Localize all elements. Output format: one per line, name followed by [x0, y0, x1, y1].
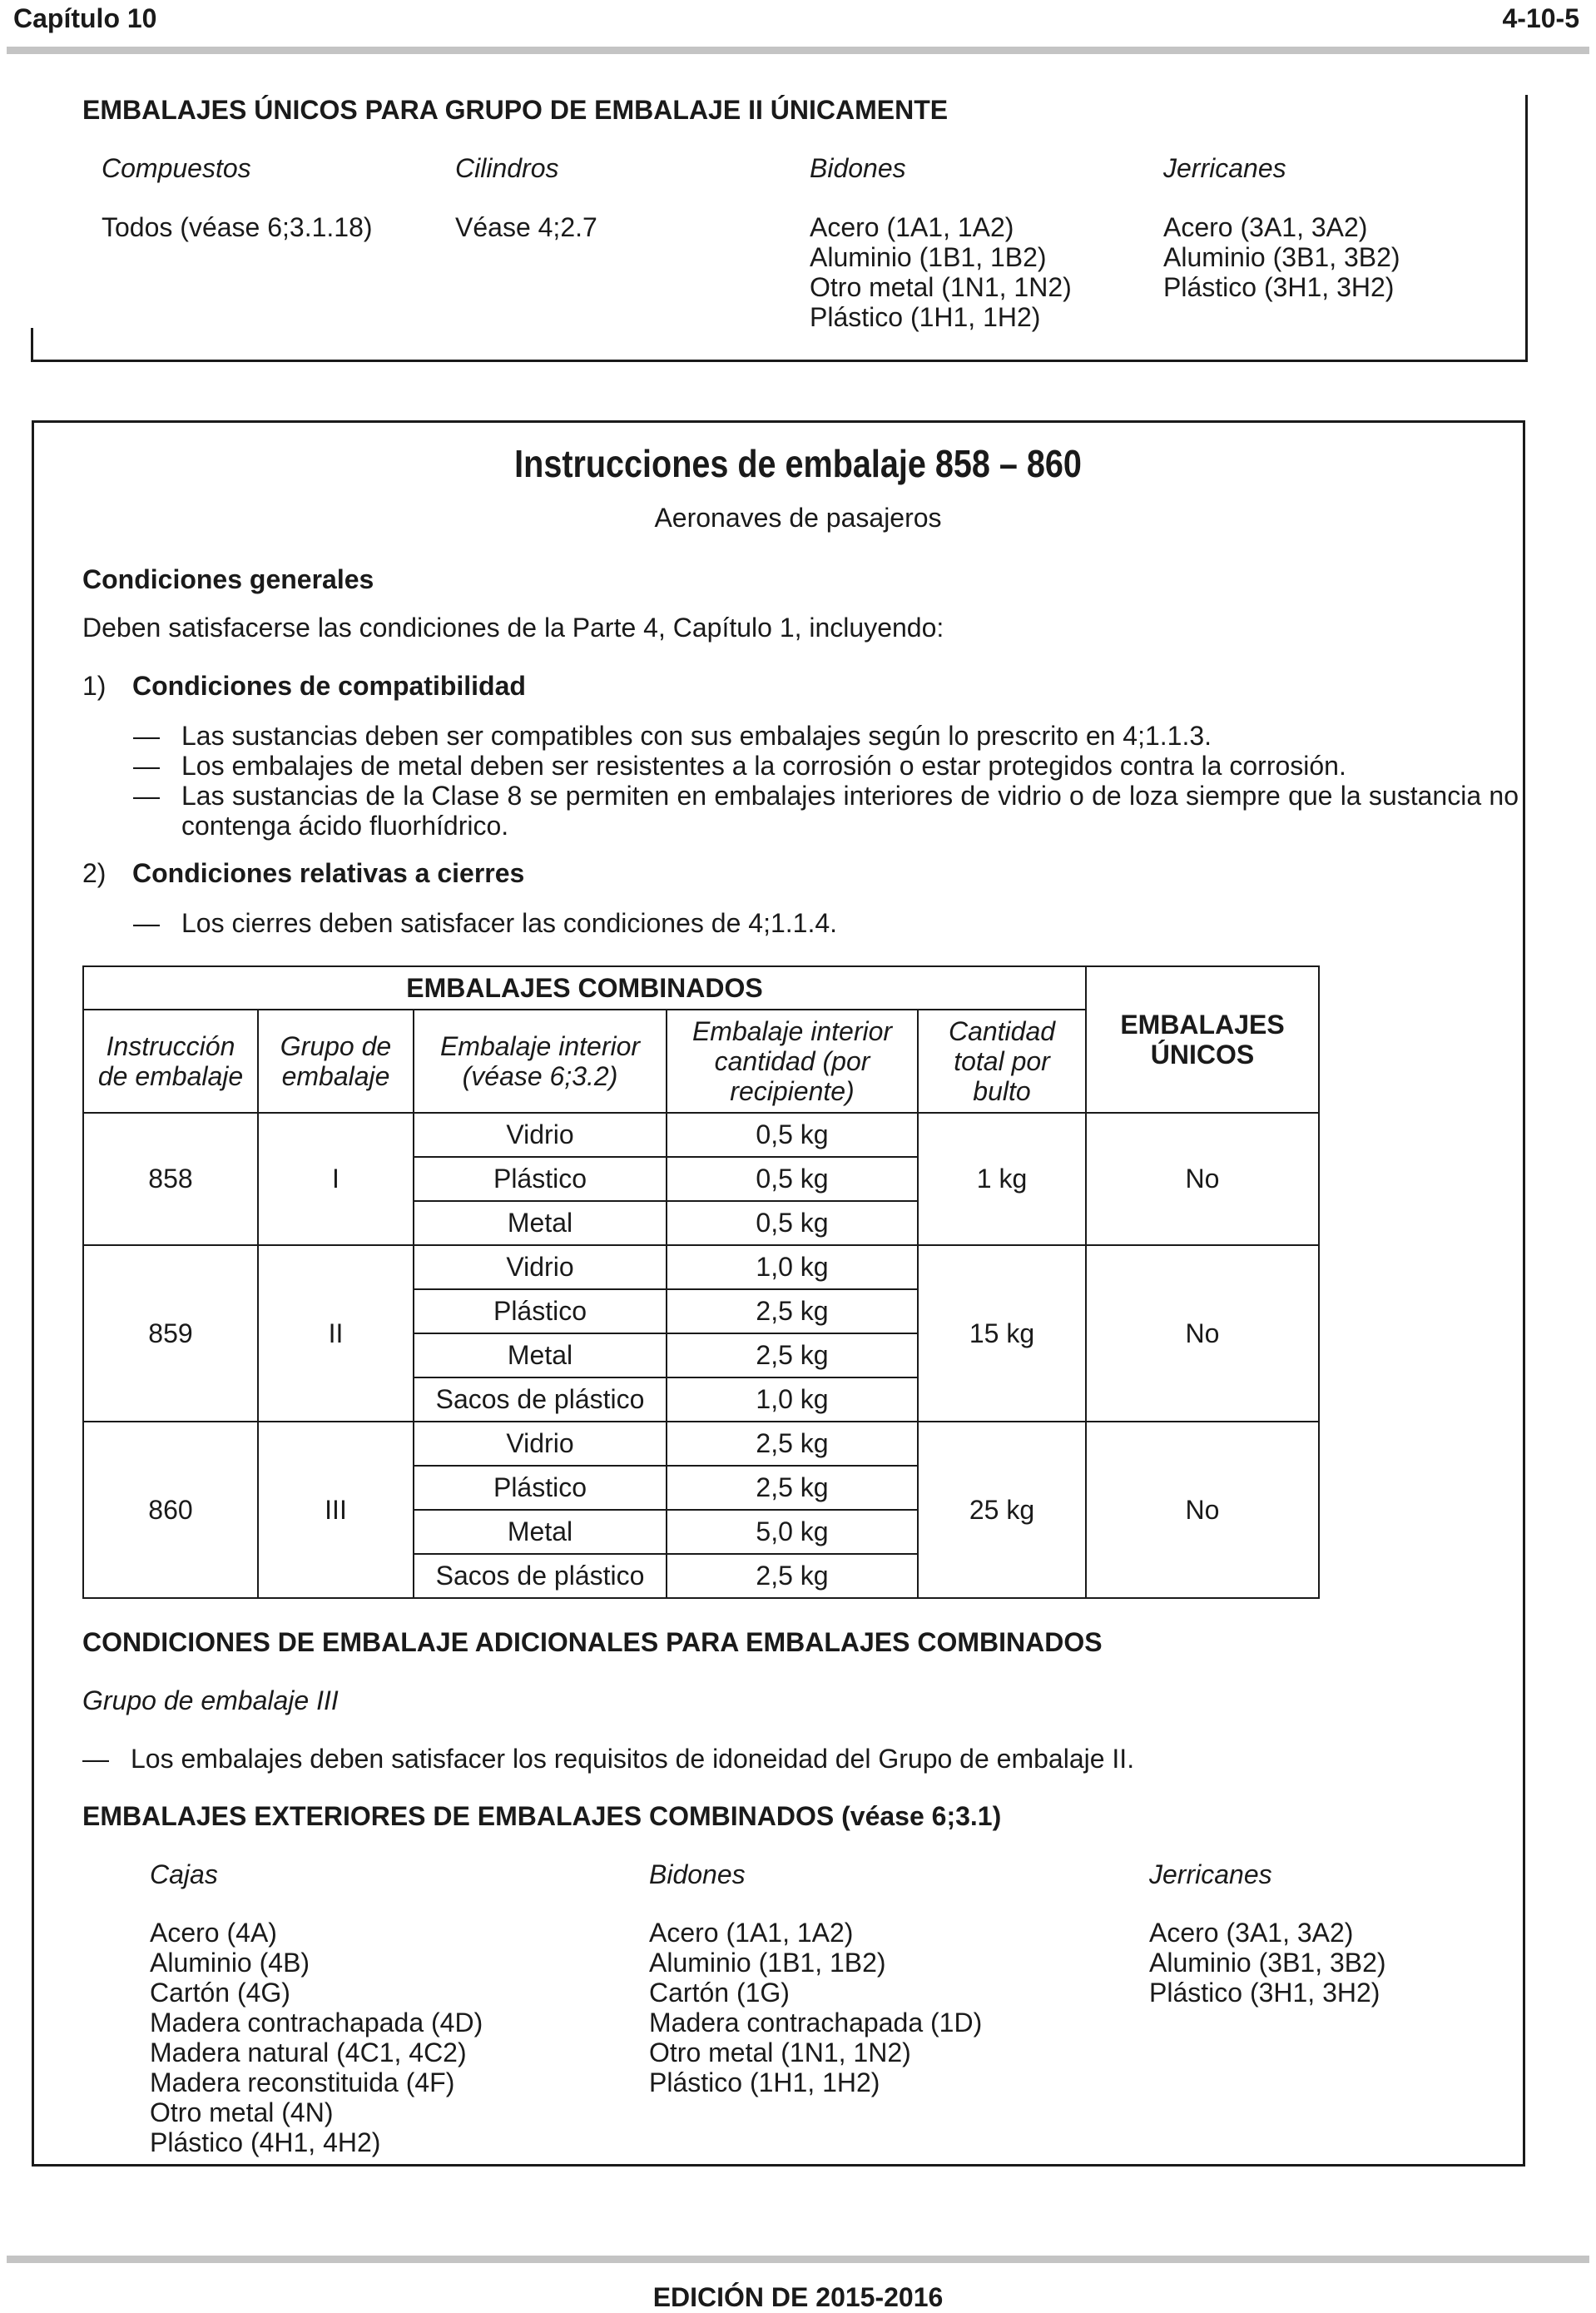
col-header-text: Cantidad total por bulto	[948, 1016, 1056, 1106]
jerricanes-outer-list	[1149, 1918, 1386, 2008]
inner-cell: Metal	[414, 1201, 667, 1245]
col-header-text: Embalaje interior (véase 6;3.2)	[439, 1031, 641, 1091]
section-number: 2)	[82, 858, 107, 888]
col-header-group	[258, 1010, 414, 1113]
edition-label: EDICIÓN DE 2015-2016	[652, 2282, 944, 2312]
header-rule	[7, 47, 1589, 54]
inner-cell: Metal	[414, 1333, 667, 1377]
bidones-outer-item: Otro metal (1N1, 1N2)	[649, 2038, 911, 2067]
inner-cell: Vidrio	[414, 1113, 667, 1157]
col-header-text: Grupo de embalaje	[280, 1031, 392, 1091]
jerricanes-outer-item: Acero (3A1, 3A2)	[1149, 1918, 1354, 1948]
cilindros-item: Véase 4;2.7	[455, 212, 597, 242]
inner-cell: Sacos de plástico	[414, 1554, 667, 1598]
table-row	[83, 1245, 1319, 1289]
col-title-bidones-outer: Bidones	[649, 1859, 746, 1889]
single-packagings-label: EMBALAJES ÚNICOS	[1120, 1010, 1285, 1070]
col-header-text: Embalaje interior cantidad (por recipiente)	[691, 1016, 893, 1106]
bidones-outer-item: Acero (1A1, 1A2)	[649, 1918, 854, 1948]
qty-cell: 5,0 kg	[667, 1510, 918, 1554]
single-cell: No	[1086, 1245, 1319, 1422]
qty-cell: 2,5 kg	[667, 1333, 918, 1377]
jerricanes-item: Acero (3A1, 3A2)	[1163, 212, 1368, 242]
table-row	[83, 1422, 1319, 1466]
col-title-bidones: Bidones	[810, 153, 906, 183]
total-cell: 1 kg	[918, 1113, 1086, 1245]
bidones-outer-item: Madera contrachapada (1D)	[649, 2008, 983, 2038]
col-header-inner-qty	[667, 1010, 918, 1113]
instructions-subtitle: Aeronaves de pasajeros	[654, 503, 942, 533]
bullet-text: Los cierres deben satisfacer las condiciones de 4;1.1.4.	[181, 908, 838, 938]
combined-packagings-heading: EMBALAJES COMBINADOS	[83, 966, 1086, 1010]
col-header-instruction	[83, 1010, 258, 1113]
inner-cell: Plástico	[414, 1289, 667, 1333]
bullet-text: Los embalajes de metal deben ser resistentes a la corrosión o estar protegidos contra la corrosión.	[181, 751, 1346, 781]
cajas-item: Plástico (4H1, 4H2)	[150, 2127, 381, 2157]
bidones-item: Otro metal (1N1, 1N2)	[810, 272, 1072, 302]
inner-cell: Metal	[414, 1510, 667, 1554]
group-cell: I	[258, 1113, 414, 1245]
qty-cell: 2,5 kg	[667, 1554, 918, 1598]
inner-cell: Plástico	[414, 1157, 667, 1201]
additional-conditions-heading: CONDICIONES DE EMBALAJE ADICIONALES PARA EMBALAJES COMBINADOS	[82, 1627, 1103, 1657]
cajas-item: Acero (4A)	[150, 1918, 277, 1948]
qty-cell: 1,0 kg	[667, 1245, 918, 1289]
cajas-item: Aluminio (4B)	[150, 1948, 310, 1978]
bidones-outer-list	[649, 1918, 982, 2097]
col-header-text: Instrucción de embalaje	[97, 1031, 244, 1091]
general-conditions-text: Deben satisfacerse las condiciones de la Parte 4, Capítulo 1, incluyendo:	[82, 613, 944, 643]
bidones-item: Aluminio (1B1, 1B2)	[810, 242, 1047, 272]
col-header-total	[918, 1010, 1086, 1113]
single-packagings-heading: EMBALAJES ÚNICOS PARA GRUPO DE EMBALAJE II ÚNICAMENTE	[82, 95, 949, 125]
top-box-left-border	[31, 328, 33, 361]
top-box-bottom-border	[31, 360, 1528, 362]
bidones-outer-item: Aluminio (1B1, 1B2)	[649, 1948, 886, 1978]
table-row	[83, 1113, 1319, 1157]
general-conditions-heading: Condiciones generales	[82, 564, 374, 594]
qty-cell: 2,5 kg	[667, 1289, 918, 1333]
inner-cell: Sacos de plástico	[414, 1377, 667, 1422]
jerricanes-item: Plástico (3H1, 3H2)	[1163, 272, 1395, 302]
cajas-item: Madera contrachapada (4D)	[150, 2008, 483, 2038]
bullet-text: Los embalajes deben satisfacer los requisitos de idoneidad del Grupo de embalaje II.	[131, 1744, 1135, 1774]
inner-cell: Vidrio	[414, 1422, 667, 1466]
section-number: 1)	[82, 671, 107, 701]
single-packagings-col-header	[1086, 966, 1319, 1113]
instruction-cell: 859	[83, 1245, 258, 1422]
jerricanes-list	[1163, 212, 1400, 302]
bidones-outer-item: Plástico (1H1, 1H2)	[649, 2067, 880, 2097]
total-cell: 25 kg	[918, 1422, 1086, 1598]
section-heading-closures: Condiciones relativas a cierres	[132, 858, 525, 888]
qty-cell: 0,5 kg	[667, 1157, 918, 1201]
compuestos-item: Todos (véase 6;3.1.18)	[102, 212, 373, 242]
col-header-inner	[414, 1010, 667, 1113]
total-cell: 15 kg	[918, 1245, 1086, 1422]
qty-cell: 0,5 kg	[667, 1113, 918, 1157]
bidones-list	[810, 212, 1072, 332]
page-number: 4-10-5	[1502, 3, 1579, 33]
col-title-jerricanes: Jerricanes	[1163, 153, 1286, 183]
bidones-outer-item: Cartón (1G)	[649, 1978, 790, 2008]
instruction-cell: 860	[83, 1422, 258, 1598]
dash-icon: —	[133, 751, 160, 781]
qty-cell: 2,5 kg	[667, 1466, 918, 1510]
qty-cell: 1,0 kg	[667, 1377, 918, 1422]
qty-cell: 2,5 kg	[667, 1422, 918, 1466]
group-cell: III	[258, 1422, 414, 1598]
jerricanes-outer-item: Aluminio (3B1, 3B2)	[1149, 1948, 1386, 1978]
cajas-list	[150, 1918, 483, 2157]
dash-icon: —	[133, 908, 160, 938]
section-heading-compatibility: Condiciones de compatibilidad	[132, 671, 526, 701]
inner-cell: Vidrio	[414, 1245, 667, 1289]
instruction-cell: 858	[83, 1113, 258, 1245]
dash-icon: —	[133, 781, 160, 811]
group-cell: II	[258, 1245, 414, 1422]
cajas-item: Madera reconstituida (4F)	[150, 2067, 455, 2097]
chapter-label: Capítulo 10	[13, 3, 157, 33]
col-title-cilindros: Cilindros	[455, 153, 559, 183]
jerricanes-outer-item: Plástico (3H1, 3H2)	[1149, 1978, 1380, 2008]
single-cell: No	[1086, 1113, 1319, 1245]
bullet-text: Las sustancias de la Clase 8 se permiten en embalajes interiores de vidrio o de loza siempre que la sustancia no contenga ácido fluorhídrico.	[181, 781, 1519, 841]
bidones-item: Plástico (1H1, 1H2)	[810, 302, 1041, 332]
col-title-compuestos: Compuestos	[102, 153, 251, 183]
inner-cell: Plástico	[414, 1466, 667, 1510]
dash-icon: —	[133, 721, 160, 751]
cajas-item: Cartón (4G)	[150, 1978, 290, 2008]
bidones-item: Acero (1A1, 1A2)	[810, 212, 1014, 242]
outer-packagings-heading: EMBALAJES EXTERIORES DE EMBALAJES COMBINADOS (véase 6;3.1)	[82, 1801, 1002, 1831]
top-box-right-border	[1525, 95, 1528, 361]
qty-cell: 0,5 kg	[667, 1201, 918, 1245]
bullet-text: Las sustancias deben ser compatibles con sus embalajes según lo prescrito en 4;1.1.3.	[181, 721, 1212, 751]
col-title-cajas: Cajas	[150, 1859, 218, 1889]
dash-icon: —	[82, 1744, 109, 1774]
packing-table	[82, 965, 1320, 1599]
cajas-item: Otro metal (4N)	[150, 2097, 334, 2127]
jerricanes-item: Aluminio (3B1, 3B2)	[1163, 242, 1400, 272]
additional-conditions-subheading: Grupo de embalaje III	[82, 1685, 339, 1715]
footer-rule	[7, 2256, 1589, 2263]
instructions-title: Instrucciones de embalaje 858 – 860	[514, 442, 1082, 485]
cajas-item: Madera natural (4C1, 4C2)	[150, 2038, 467, 2067]
col-title-jerricanes-outer: Jerricanes	[1149, 1859, 1272, 1889]
single-cell: No	[1086, 1422, 1319, 1598]
